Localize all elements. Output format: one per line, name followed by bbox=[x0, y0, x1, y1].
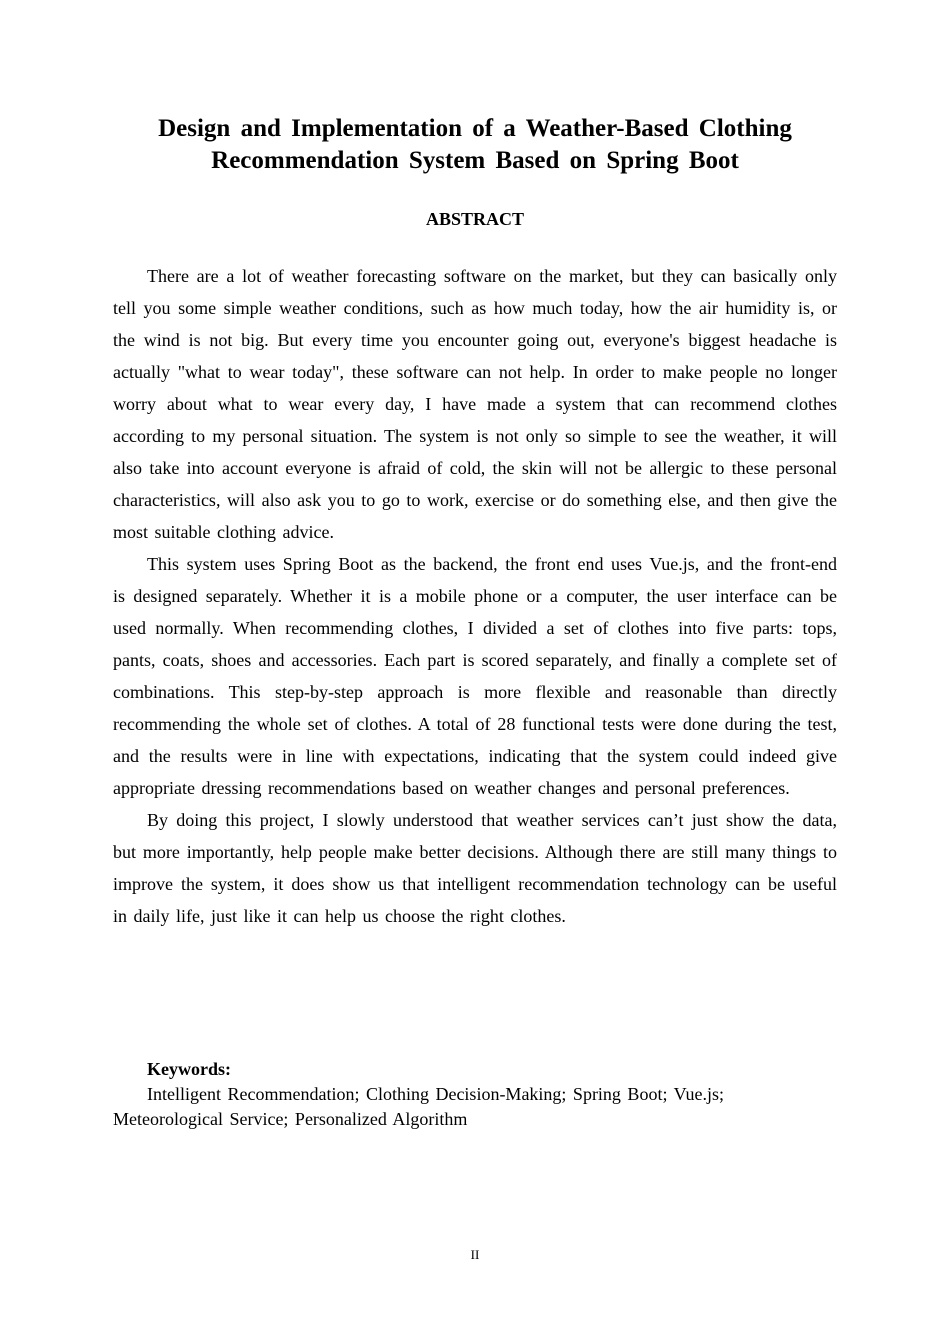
abstract-body bbox=[113, 260, 837, 932]
page-number: II bbox=[470, 1247, 480, 1262]
paper-title-line-2: Recommendation System Based on Spring Boot bbox=[211, 147, 739, 174]
keywords-label: Keywords: bbox=[147, 1059, 231, 1079]
abstract-heading: ABSTRACT bbox=[425, 209, 525, 229]
abstract-paragraph-1: There are a lot of weather forecasting software on the market, but they can basically only tell you some simple weather conditions, such as how much today, how the air humidity is, or the wind is not big. But every time you encounter going out, everyone's biggest headache is actually "what to wear today", these software can not help. In order to make people no longer worry about what to wear every day, I have made a system that can recommend clothes according to my personal situation. The system is not only so simple to see the weather, it will also take into account everyone is afraid of cold, the skin will not be allergic to these personal characteristics, will also ask you to go to work, exercise or do something else, and then give the most suitable clothing advice. bbox=[113, 266, 837, 542]
keywords-section bbox=[113, 1057, 837, 1132]
paper-title bbox=[140, 113, 810, 177]
paper-title-line-1: Design and Implementation of a Weather-Based Clothing bbox=[158, 115, 792, 142]
keywords-list: Intelligent Recommendation; Clothing Decision-Making; Spring Boot; Vue.js; Meteorological Service; Personalized Algorithm bbox=[113, 1084, 725, 1129]
abstract-paragraph-2: This system uses Spring Boot as the backend, the front end uses Vue.js, and the front-end is designed separately. Whether it is a mobile phone or a computer, the user interface can be used normally. When recommending clothes, I divided a set of clothes into five parts: tops, pants, coats, shoes and accessories. Each part is scored separately, and finally a complete set of combinations. This step-by-step approach is more flexible and reasonable than directly recommending the whole set of clothes. A total of 28 functional tests were done during the test, and the results were in line with expectations, indicating that the system could indeed give appropriate dressing recommendations based on weather changes and personal preferences. bbox=[113, 554, 837, 798]
abstract-paragraph-3: By doing this project, I slowly understood that weather services can’t just show the data, but more importantly, help people make better decisions. Although there are still many things to improve the system, it does show us that intelligent recommendation technology can be useful in daily life, just like it can help us choose the right clothes. bbox=[113, 810, 837, 926]
